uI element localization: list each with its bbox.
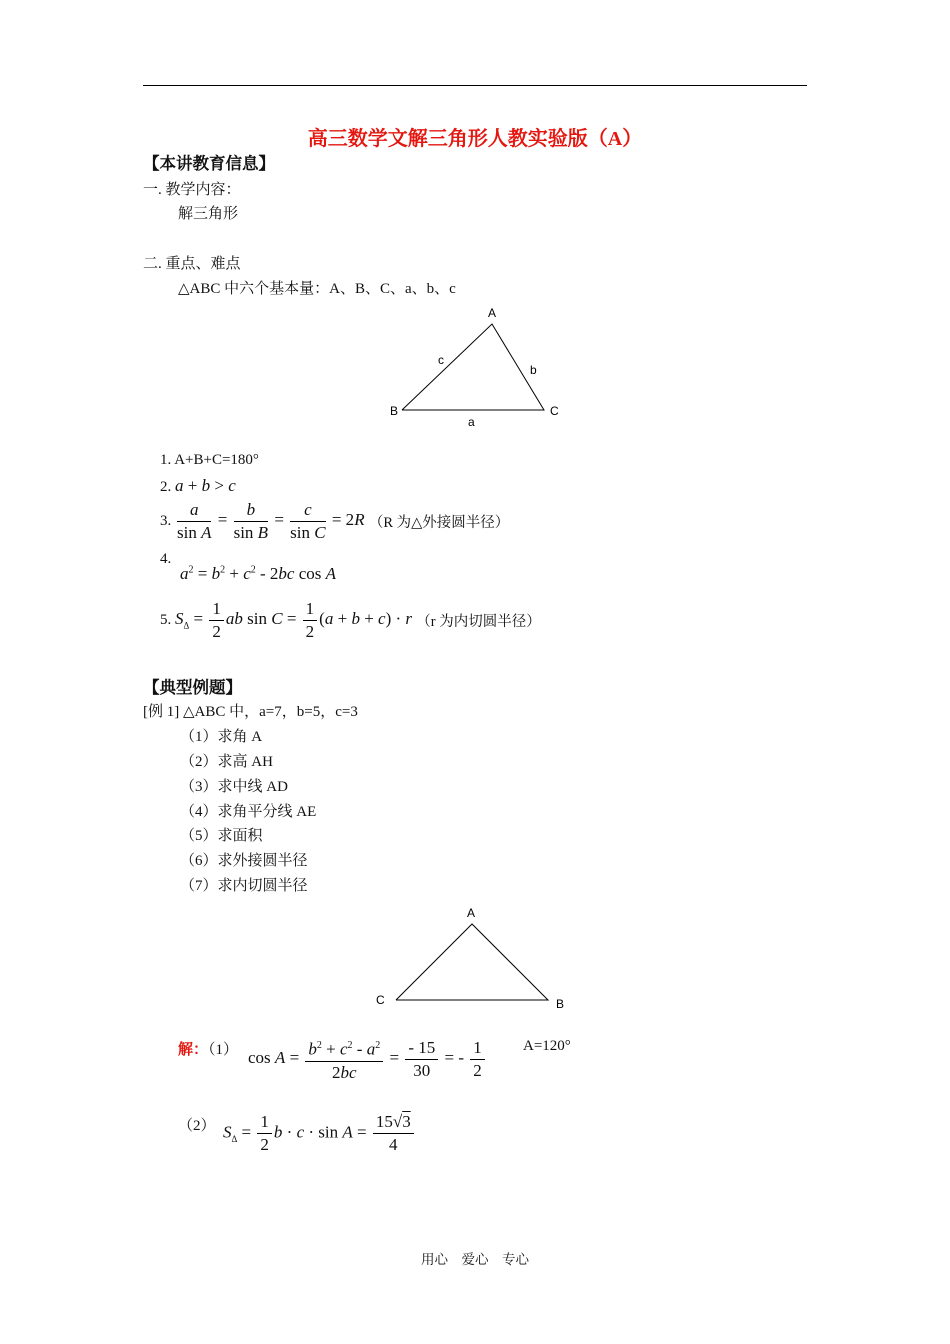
example-1-stem: [例 1] △ABC 中，a=7，b=5，c=3 [143,704,358,720]
section-examples-heading: 【典型例题】 [143,678,242,697]
example-1-question-6: （6）求外接圆半径 [180,853,308,869]
fig1-side-b: b [530,363,537,377]
fig1-vertex-b: B [390,404,399,418]
formula-5-number: 5. [160,612,172,628]
triangle-figure-1 [380,300,580,435]
formula-5-expression: $S_\Delta$ = $\frac{1}{2}$ ab sin C = $\frac{1}{2}$ (a + b + c) · r [175,599,413,641]
fig1-vertex-c: C [550,404,559,418]
formula-5 [160,598,541,643]
header-rule [143,85,807,86]
fig1-side-a: a [468,415,475,429]
example-1-question-1: （1）求角 A [180,729,263,745]
page-title: 高三数学文解三角形人教实验版（A） [307,128,643,150]
page-footer: 用心 爱心 专心 [421,1252,529,1267]
part2-intro: △ABC 中六个基本量：A、B、C、a、b、c [178,281,456,297]
formula-1-text: A+B+C=180° [174,452,259,468]
solution-part-2-expression: $S_\Delta$ = $\frac{1}{2}$ b · c · sin A = $\frac{15√3}{4}$ [223,1111,416,1156]
example-1-question-4: （4）求角平分线 AE [180,804,317,820]
part1-heading: 一. 教学内容： [143,182,241,198]
part1-content: 解三角形 [178,206,239,222]
formula-1-number: 1. [160,452,172,468]
example-1-question-7: （7）求内切圆半径 [180,878,308,894]
solution-part-1-number: （1） [208,1042,239,1058]
solution-part-1-result: A=120° [523,1038,571,1054]
formula-2-expression: a + b > c [175,476,236,495]
example-1-question-5: （5）求面积 [180,828,263,844]
part2-heading: 二. 重点、难点 [143,256,241,272]
fig1-side-c: c [438,353,444,367]
formula-3-number: 3. [160,513,172,529]
formula-4-number: 4. [160,551,172,567]
formula-2 [160,476,236,496]
triangle-figure-2 [370,900,580,1015]
fig1-vertex-a: A [488,306,497,320]
formula-1 [160,452,259,469]
fig2-vertex-b: B [556,997,565,1011]
formula-2-number: 2. [160,479,172,495]
solution-label-row [178,1038,238,1059]
formula-5-note: （r 为内切圆半径） [416,614,541,630]
example-1-question-2: （2）求高 AH [180,754,273,770]
fig2-vertex-c: C [376,993,385,1007]
example-1-question-3: （3）求中线 AD [180,779,288,795]
solution-label: 解： [178,1042,209,1058]
solution-part-2-number: （2） [178,1118,216,1134]
fig2-vertex-a: A [467,906,476,920]
formula-3-note: （R 为△外接圆半径） [368,515,510,531]
solution-part-1-expression: cos A = $\frac{b^2 + c^2 - a^2}{2bc}$ = $\frac{- 15}{30}$ = - $\frac{1}{2}$ [248,1035,487,1084]
formula-3-expression: $\frac{a}{\text{sin A}}$ = $\frac{b}{\text{sin B}}$ = $\frac{c}{\text{sin C}}$ = 2R [177,500,365,542]
formula-4-expression: $a^2 = b^2 + c^2 - 2bc$ cos A [180,564,337,583]
formula-3 [160,499,509,544]
section-info-heading: 【本讲教育信息】 [143,154,275,173]
